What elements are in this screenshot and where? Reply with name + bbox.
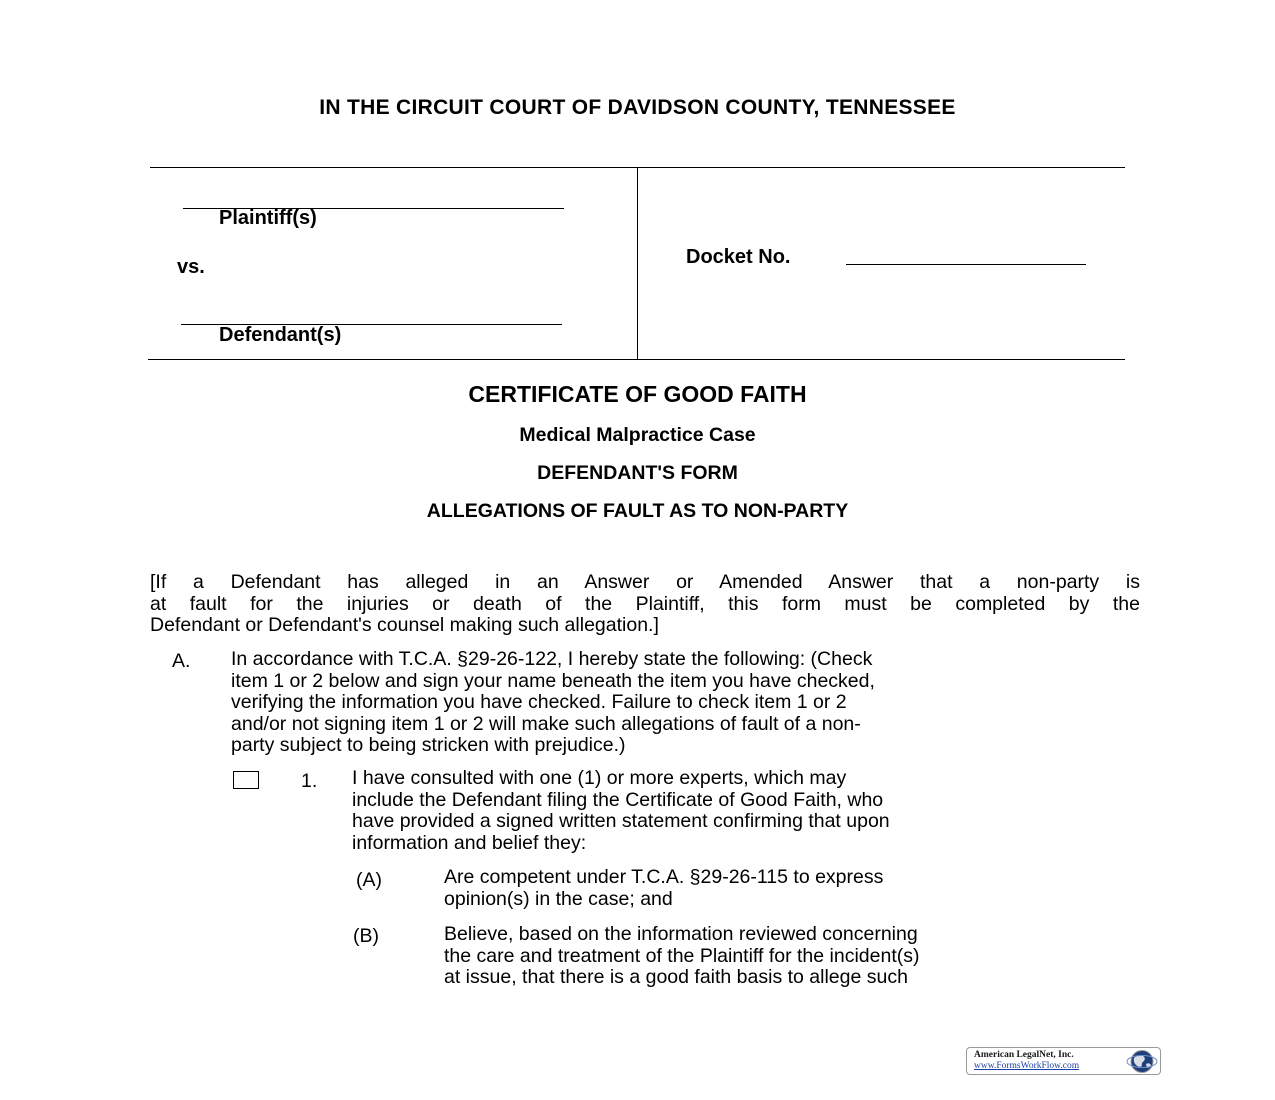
- item-1-line: information and belief they:: [352, 831, 587, 854]
- item-1-number: 1.: [301, 770, 318, 792]
- subitem-b-line: at issue, that there is a good faith basis to allege such: [444, 966, 908, 989]
- court-heading: IN THE CIRCUIT COURT OF DAVIDSON COUNTY, TENNESSEE: [319, 96, 956, 119]
- item-1-checkbox[interactable]: [233, 771, 259, 789]
- subitem-b-marker: (B): [353, 925, 379, 947]
- logo-company-name: American LegalNet, Inc.: [974, 1050, 1074, 1060]
- subitem-b-line: the care and treatment of the Plaintiff for the incident(s): [444, 944, 920, 967]
- item-1-text: [352, 768, 890, 854]
- subitem-b-line: Believe, based on the information reviewed concerning: [444, 923, 918, 945]
- section-a-line: and/or not signing item 1 or 2 will make such allegations of fault of a non-: [231, 712, 861, 735]
- defendant-label: Defendant(s): [219, 324, 342, 346]
- versus-label: vs.: [177, 256, 205, 278]
- item-1-line: I have consulted with one (1) or more experts, which may: [352, 767, 847, 789]
- docket-number-line[interactable]: [846, 264, 1086, 265]
- instructions-line: [If a Defendant has alleged in an Answer or Amended Answer that a non-party is: [150, 571, 1140, 593]
- docket-label: Docket No.: [686, 246, 791, 268]
- instructions-line: at fault for the injuries or death of the Plaintiff, this form must be completed by the: [150, 592, 1140, 615]
- american-legalnet-logo[interactable]: [966, 1047, 1161, 1075]
- section-a-line: item 1 or 2 below and sign your name beneath the item you have checked,: [231, 669, 875, 692]
- item-1-line: include the Defendant filing the Certificate of Good Faith, who: [352, 788, 884, 811]
- section-a-text: [231, 649, 875, 757]
- case-type-heading: Medical Malpractice Case: [519, 424, 756, 446]
- section-a-line: party subject to being stricken with prejudice.): [231, 734, 626, 757]
- subitem-a-marker: (A): [356, 869, 382, 891]
- instructions-line: Defendant or Defendant's counsel making such allegation.]: [150, 614, 659, 637]
- subitem-a-line: Are competent under T.C.A. §29-26-115 to express: [444, 866, 884, 888]
- section-a-line: In accordance with T.C.A. §29-26-122, I hereby state the following: (Check: [231, 648, 873, 670]
- plaintiff-label: Plaintiff(s): [219, 207, 317, 229]
- subitem-a-text: [444, 867, 883, 910]
- subitem-b-text: [444, 924, 919, 989]
- subitem-a-line: opinion(s) in the case; and: [444, 887, 673, 910]
- section-a-marker: A.: [172, 650, 191, 672]
- subject-heading: ALLEGATIONS OF FAULT AS TO NON-PARTY: [426, 500, 849, 522]
- form-title: CERTIFICATE OF GOOD FAITH: [468, 381, 807, 407]
- globe-icon: [1124, 1049, 1160, 1074]
- logo-website-link[interactable]: www.FormsWorkFlow.com: [974, 1061, 1080, 1071]
- form-type-heading: DEFENDANT'S FORM: [537, 462, 738, 484]
- item-1-line: have provided a signed written statement confirming that upon: [352, 810, 890, 833]
- caption-divider: [637, 167, 638, 360]
- section-a-line: verifying the information you have checked. Failure to check item 1 or 2: [231, 691, 847, 714]
- instructions-paragraph: [150, 572, 1140, 637]
